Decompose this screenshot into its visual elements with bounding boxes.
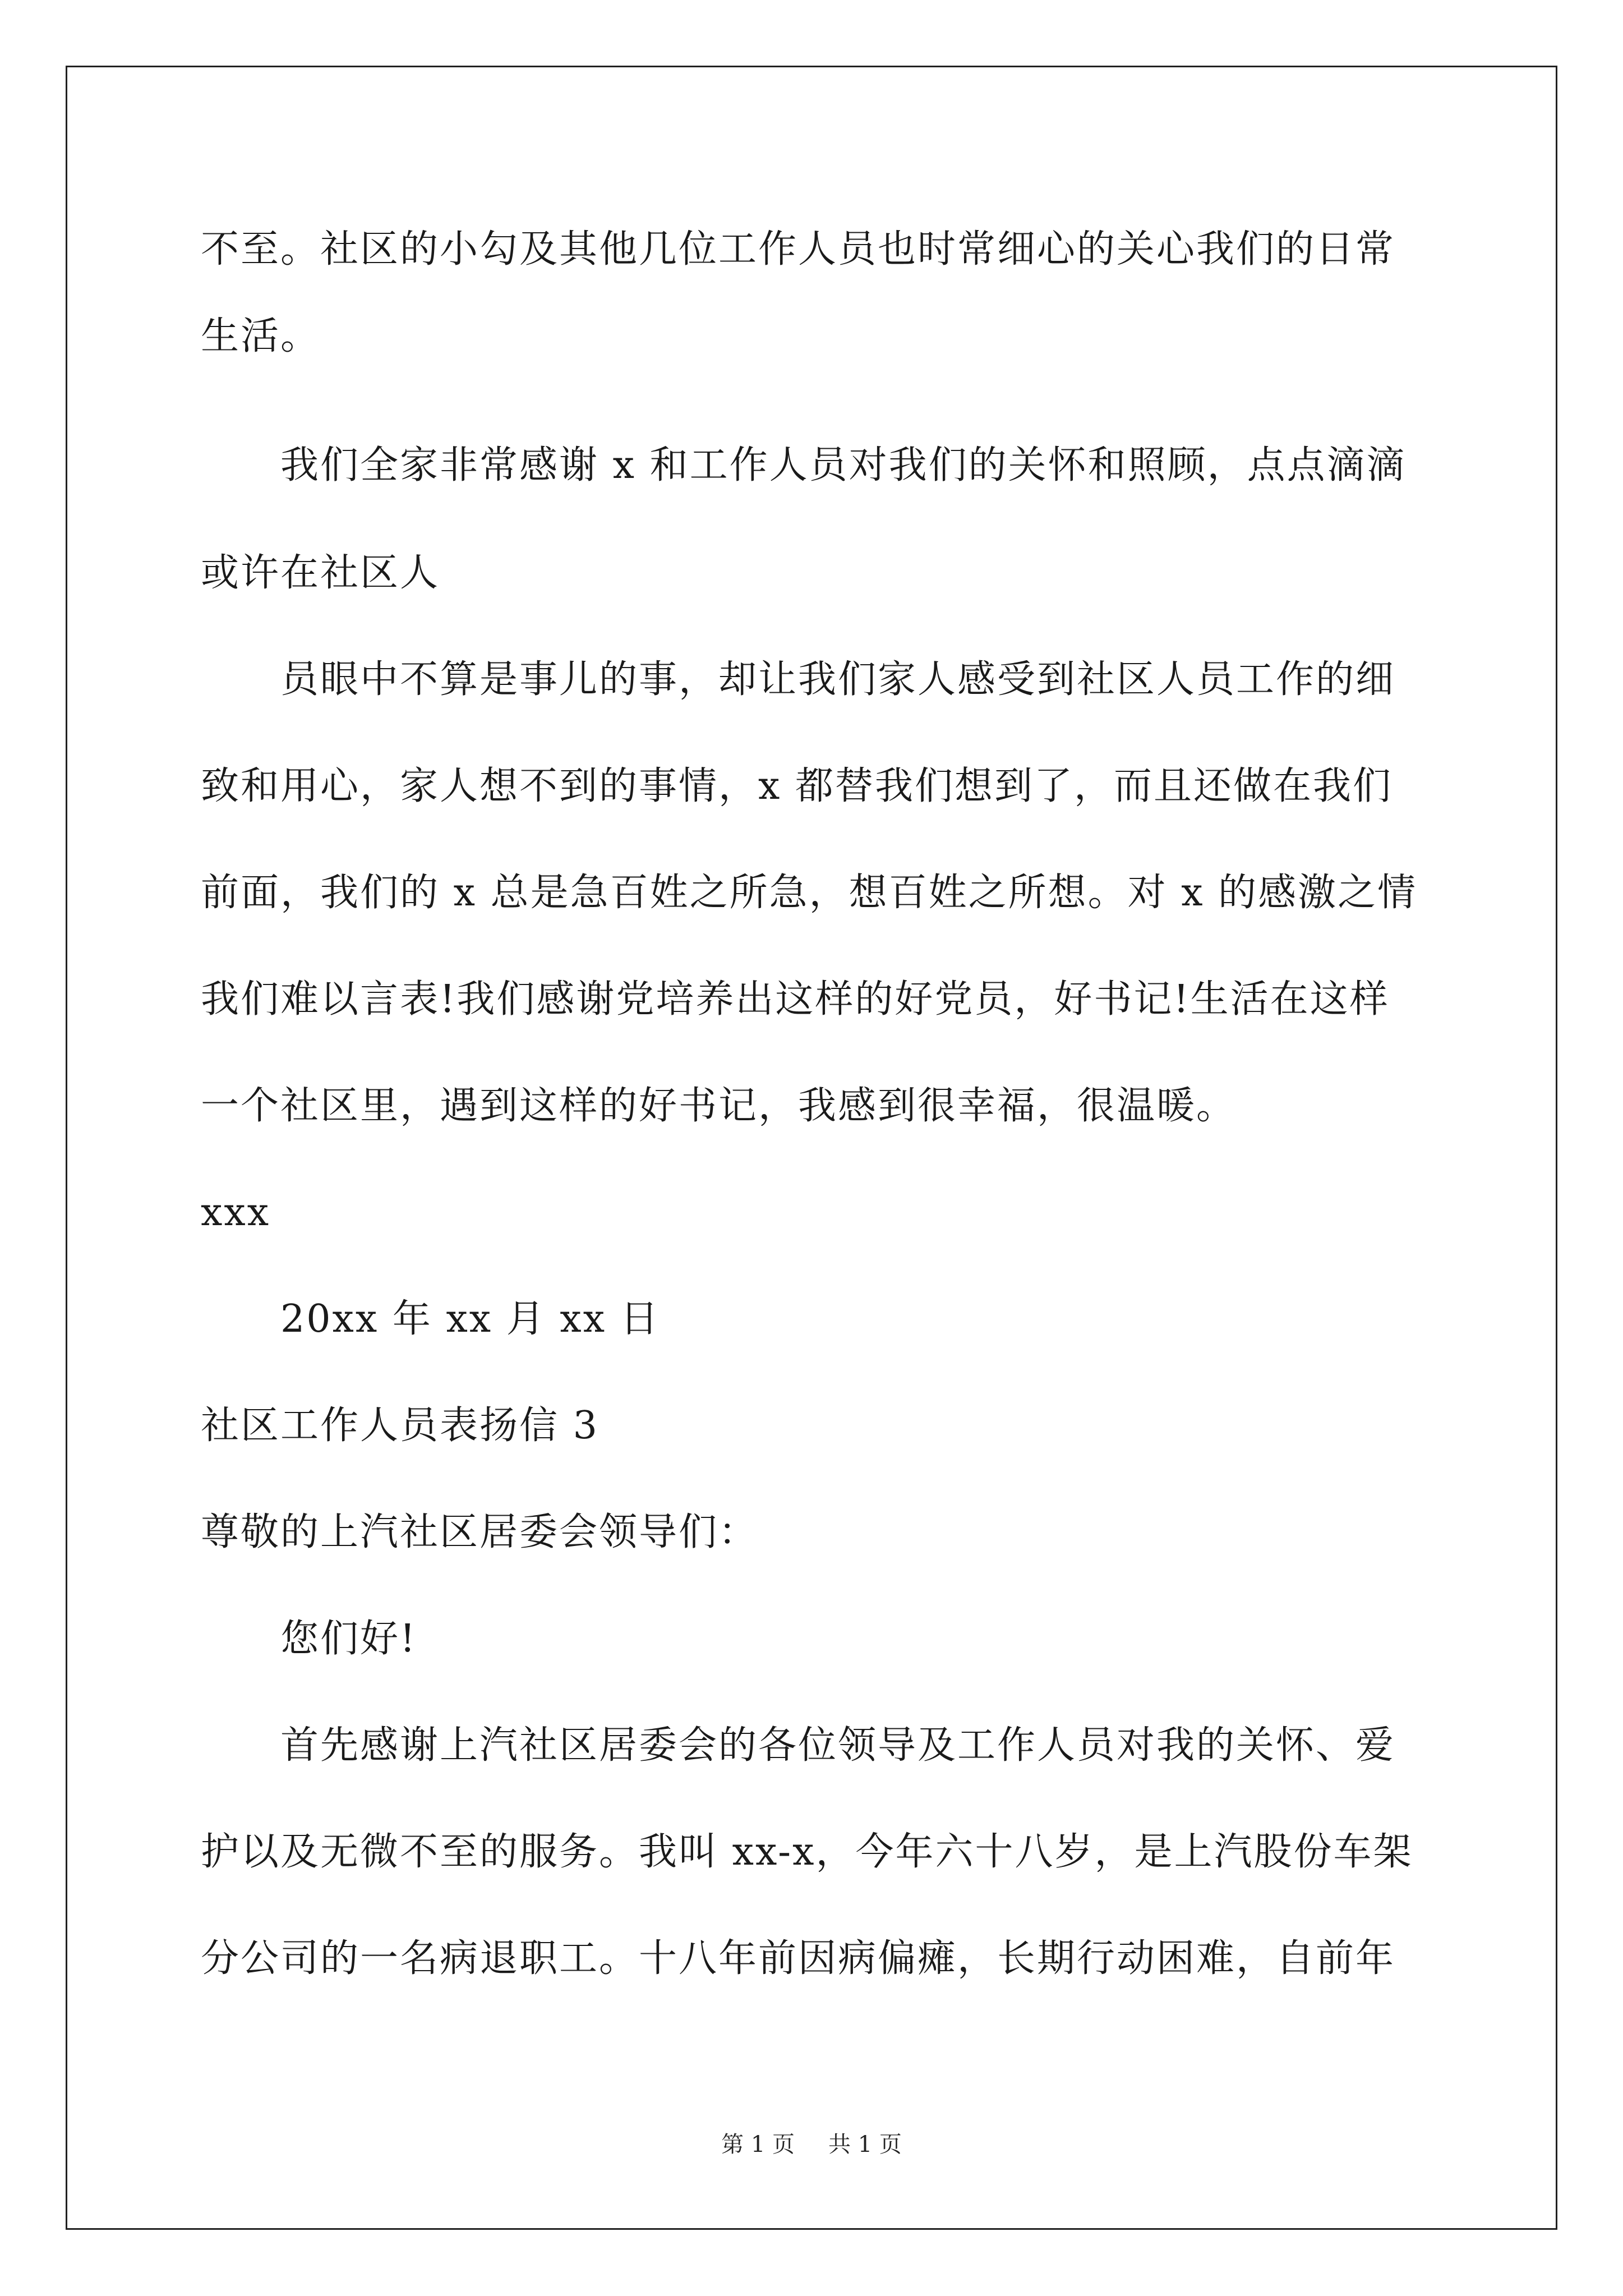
page-number-total: 共 1 页 (828, 2132, 902, 2157)
page-number-current: 第 1 页 (721, 2132, 795, 2157)
body-text-line: 护以及无微不至的服务。我叫 xx-x，今年六十八岁，是上汽股份车架 (201, 1830, 1413, 1874)
greeting-line: 您们好! (280, 1617, 417, 1661)
date-line: 20xx 年 xx 月 xx 日 (280, 1297, 660, 1341)
body-text-line: 一个社区里，遇到这样的好书记，我感到很幸福，很温暖。 (201, 1084, 1237, 1128)
section-heading: 社区工作人员表扬信 3 (201, 1404, 599, 1448)
body-text-line: 员眼中不算是事儿的事，却让我们家人感受到社区人员工作的细 (280, 657, 1396, 702)
page-footer (0, 2131, 1623, 2159)
body-text-line: 或许在社区人 (201, 551, 440, 595)
body-text-line: 不至。社区的小勾及其他几位工作人员也时常细心的关心我们的日常 (201, 227, 1396, 272)
page-border (66, 66, 1557, 2230)
body-text-line: 前面，我们的 x 总是急百姓之所急，想百姓之所想。对 x 的感激之情 (201, 871, 1418, 915)
body-text-line: 我们全家非常感谢 x 和工作人员对我们的关怀和照顾，点点滴滴 (280, 443, 1407, 487)
body-text-line: 生活。 (201, 314, 321, 358)
body-text-line: 分公司的一名病退职工。十八年前因病偏瘫，长期行动困难，自前年 (201, 1936, 1396, 1981)
body-text-line: 我们难以言表!我们感谢党培养出这样的好党员，好书记!生活在这样 (201, 977, 1390, 1022)
salutation-line: 尊敬的上汽社区居委会领导们： (201, 1510, 759, 1554)
signature-line: xxx (201, 1190, 271, 1235)
body-text-line: 首先感谢上汽社区居委会的各位领导及工作人员对我的关怀、爱 (280, 1723, 1396, 1768)
body-text-line: 致和用心，家人想不到的事情，x 都替我们想到了，而且还做在我们 (201, 764, 1393, 808)
